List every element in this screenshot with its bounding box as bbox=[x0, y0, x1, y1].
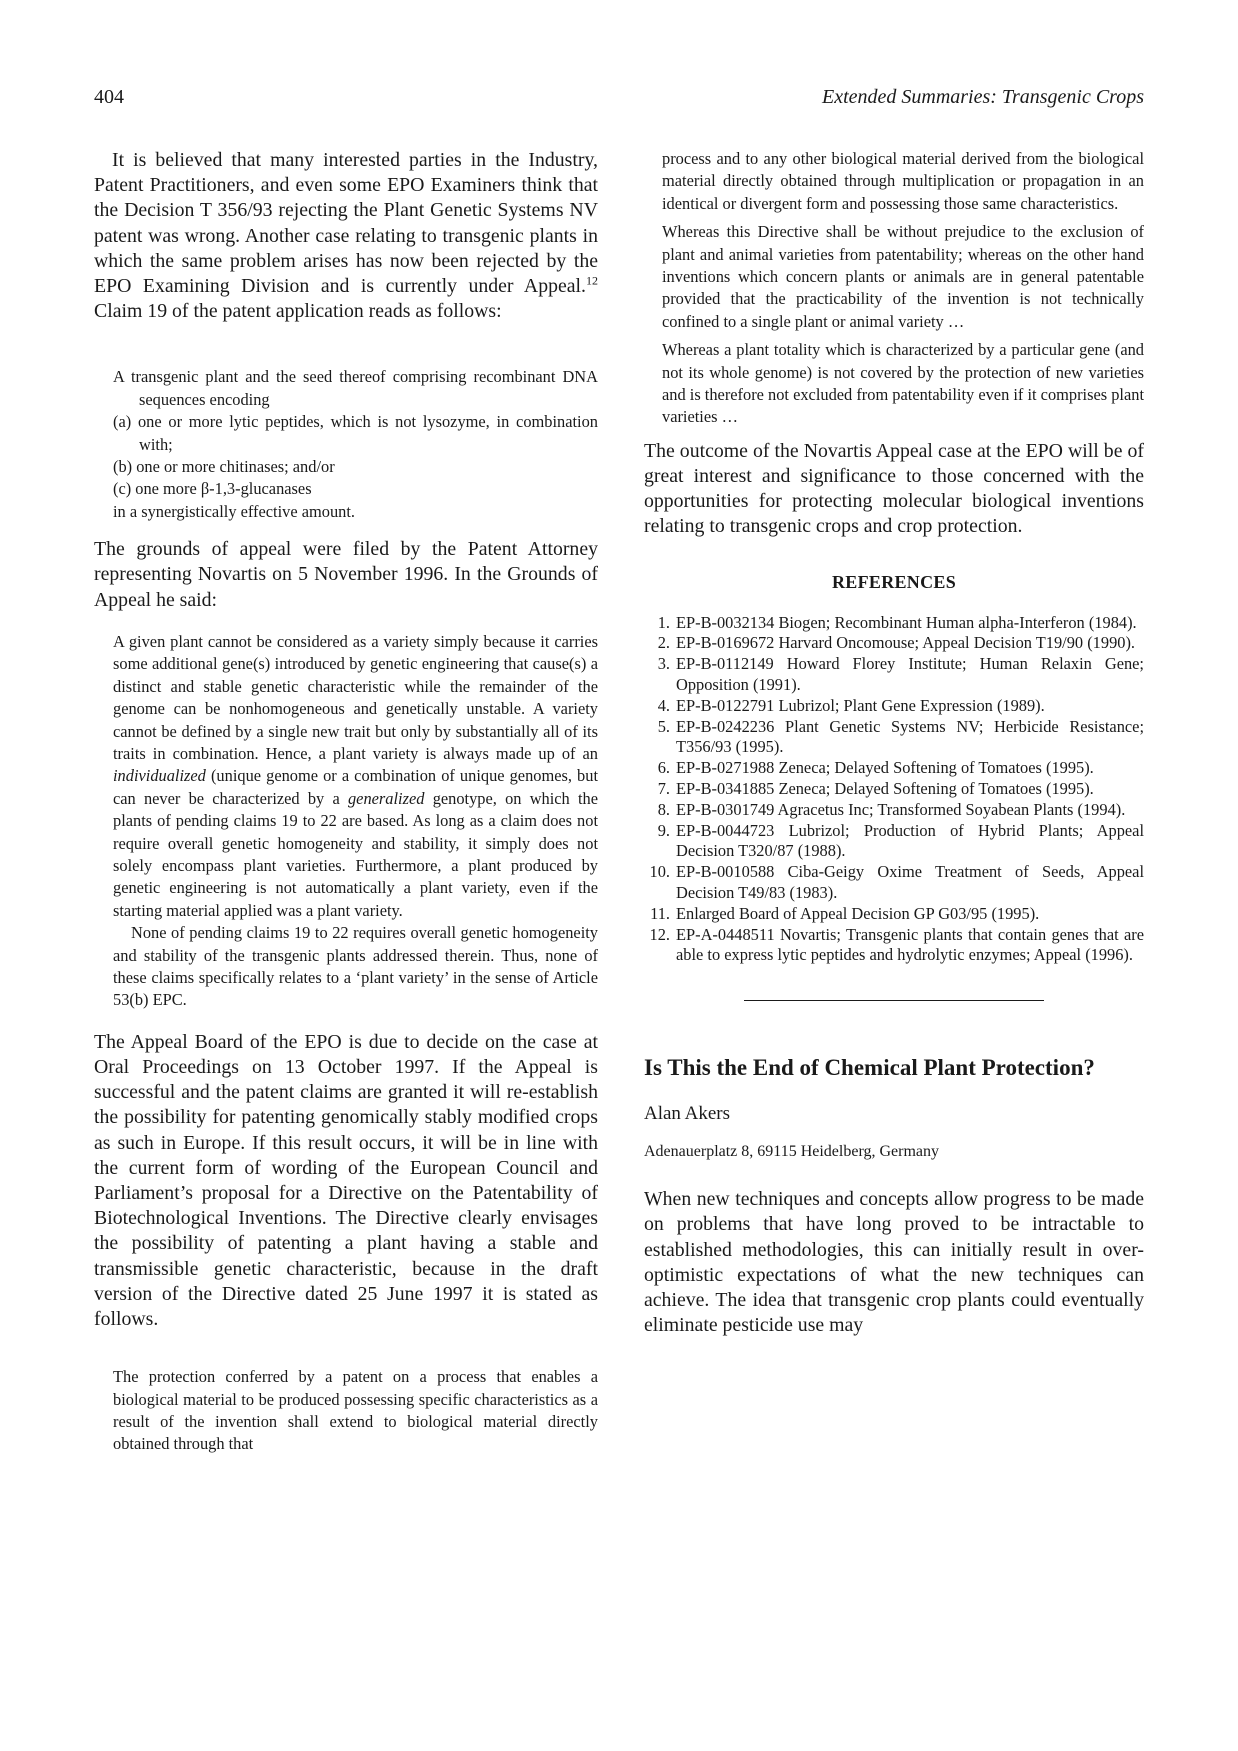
reference-item bbox=[644, 717, 1144, 759]
reference-item bbox=[644, 613, 1144, 634]
article-title: Is This the End of Chemical Plant Protection? bbox=[644, 1055, 1095, 1081]
directive-quote-cont-text: process and to any other biological material derived from the biological material directly obtained through multiplication or propagation in an identical or divergent form and possessing those same characteristics. bbox=[662, 149, 1144, 213]
appeal-board-paragraph: The Appeal Board of the EPO is due to decide on the case at Oral Proceedings on 13 October 1997. If the Appeal is successful and the patent claims are granted it will re-establish the possibility for patenting genomically stably modified crops as such in Europe. If this result occurs, it will be in line with the current form of wording of the European Council and Parliament’s proposal for a Directive on the Patentability of Biotechnological Inventions. The Directive clearly envisages the possibility of patenting a plant having a stable and transmissible genetic characteristic, because in the draft version of the Directive dated 25 June 1997 it is stated as follows. bbox=[94, 1030, 598, 1331]
reference-number: 8. bbox=[657, 799, 670, 819]
reference-text: EP-B-0169672 Harvard Oncomouse; Appeal Decision T19/90 (1990). bbox=[676, 633, 1136, 653]
grounds-text-c: genotype, on which the plants of pending claims 19 to 22 are based. As long as a claim does not require overall genetic homogeneity and stability, it simply does not solely encompass plant varieties. Furthermore, a plant produced by genetic engineering is not automatically a plant variety, even if the starting material applied was a plant variety. bbox=[113, 788, 598, 920]
reference-number: 11. bbox=[650, 903, 670, 923]
directive-quote-text: The protection conferred by a patent on a process that enables a biological material to be produced possessing specific characteristics as a result of the invention shall extend to biological material directly obtained through that bbox=[113, 1367, 598, 1454]
article-author: Alan Akers bbox=[644, 1103, 731, 1125]
reference-number: 12. bbox=[649, 924, 670, 944]
reference-item bbox=[644, 800, 1144, 821]
whereas-clause-1: Whereas this Directive shall be without prejudice to the exclusion of plant and animal varieties from patentability; whereas on the other hand inventions which concern plants or animals are in general patentable provided that the practicability of the invention is not technically confined to a single plant or animal variety … bbox=[662, 222, 1144, 331]
claim-item-b: (b) one or more chitinases; and/or bbox=[113, 457, 335, 477]
right-column bbox=[644, 148, 1144, 1338]
grounds-em-individualized: individualized bbox=[113, 766, 206, 786]
article-opening-paragraph: When new techniques and concepts allow progress to be made on problems that have long proved to be intractable to established methodologies, this can initially result in over-optimistic expectations of what the new techniques can achieve. The idea that transgenic crop plants could eventually eliminate pesticide use may bbox=[644, 1188, 1144, 1337]
reference-item bbox=[644, 654, 1144, 696]
reference-number: 7. bbox=[657, 779, 670, 799]
reference-text: EP-B-0301749 Agracetus Inc; Transformed Soyabean Plants (1994). bbox=[676, 799, 1126, 819]
outcome-paragraph: The outcome of the Novartis Appeal case at the EPO will be of great interest and significance to those concerned with the opportunities for protecting molecular biological inventions relating to transgenic crops and crop protection. bbox=[644, 439, 1144, 538]
reference-item bbox=[644, 696, 1144, 717]
reference-item bbox=[644, 779, 1144, 800]
author-affiliation: Adenauerplatz 8, 69115 Heidelberg, Germany bbox=[644, 1143, 940, 1161]
references-heading: REFERENCES bbox=[831, 571, 957, 592]
page-header bbox=[94, 86, 1144, 116]
reference-text: EP-B-0044723 Lubrizol; Production of Hybrid Plants; Appeal Decision T320/87 (1988). bbox=[676, 820, 1144, 861]
left-column bbox=[94, 148, 598, 1456]
reference-number: 3. bbox=[657, 654, 670, 674]
grounds-para-1 bbox=[113, 631, 598, 922]
reference-text: EP-B-0271988 Zeneca; Delayed Softening of Tomatoes (1995). bbox=[676, 758, 1094, 778]
section-divider bbox=[744, 1000, 1044, 1001]
grounds-text-a: A given plant cannot be considered as a variety simply because it carries some additional gene(s) introduced by genetic engineering that cause(s) a distinct and stable genetic characteristic while the remainder of the genome can be nonhomogeneous and genetically unstable. A variety cannot be defined by a single new trait but only by substantially all of its traits in combination. Hence, a plant variety is always made up of an bbox=[113, 631, 598, 763]
reference-text: EP-B-0122791 Lubrizol; Plant Gene Expression (1989). bbox=[676, 695, 1045, 715]
reference-text: EP-B-0112149 Howard Florey Institute; Human Relaxin Gene; Opposition (1991). bbox=[676, 654, 1144, 695]
reference-number: 2. bbox=[657, 633, 670, 653]
reference-number: 1. bbox=[657, 612, 670, 632]
reference-text: EP-B-0032134 Biogen; Recombinant Human alpha-Interferon (1984). bbox=[676, 612, 1137, 632]
grounds-intro-paragraph: The grounds of appeal were filed by the Patent Attorney representing Novartis on 5 November 1996. In the Grounds of Appeal he said: bbox=[94, 538, 598, 611]
grounds-text-b: (unique genome or a combination of unique genomes, but can never be characterized by a bbox=[113, 766, 598, 808]
reference-number: 4. bbox=[657, 695, 670, 715]
reference-item bbox=[644, 821, 1144, 863]
page-number: 404 bbox=[94, 86, 124, 108]
references-list bbox=[644, 613, 1144, 967]
reference-number: 6. bbox=[657, 758, 670, 778]
footnote-ref-12: 12 bbox=[586, 273, 598, 288]
reference-text: EP-A-0448511 Novartis; Transgenic plants that contain genes that are able to express lytic peptides and hydrolytic enzymes; Appeal (1996). bbox=[676, 924, 1144, 965]
claim-intro: A transgenic plant and the seed thereof comprising recombinant DNA sequences encoding bbox=[113, 367, 598, 409]
directive-quote bbox=[113, 1366, 598, 1456]
reference-item bbox=[644, 862, 1144, 904]
grounds-of-appeal-quote bbox=[113, 631, 598, 1012]
claim-item-c: (c) one more β-1,3-glucanases bbox=[113, 479, 312, 499]
reference-item bbox=[644, 633, 1144, 654]
reference-number: 9. bbox=[657, 820, 670, 840]
grounds-para-2: None of pending claims 19 to 22 requires overall genetic homogeneity and stability of the transgenic plants addressed therein. Thus, none of these claims specifically relates to a ‘plant variety’ in the sense of Article 53(b) EPC. bbox=[113, 923, 598, 1010]
reference-number: 10. bbox=[649, 862, 670, 882]
intro-text: It is believed that many interested parties in the Industry, Patent Practitioners, and even some EPO Examiners think that the Decision T 356/93 rejecting the Plant Genetic Systems NV patent was wrong. Another case relating to transgenic plants in which the same problem arises has now been rejected by the EPO Examining Division and is currently under Appeal. bbox=[94, 149, 598, 298]
reference-text: EP-B-0341885 Zeneca; Delayed Softening of Tomatoes (1995). bbox=[676, 779, 1094, 799]
reference-item bbox=[644, 904, 1144, 925]
claim-19-quote bbox=[113, 366, 598, 523]
directive-quote-continued bbox=[662, 148, 1144, 429]
reference-text: Enlarged Board of Appeal Decision GP G03/95 (1995). bbox=[676, 903, 1040, 923]
whereas-clause-2: Whereas a plant totality which is characterized by a particular gene (and not its whole genome) is not covered by the protection of new varieties and is therefore not excluded from patentability even if it comprises plant varieties … bbox=[662, 340, 1145, 427]
grounds-em-generalized: generalized bbox=[347, 788, 425, 808]
running-title: Extended Summaries: Transgenic Crops bbox=[821, 86, 1144, 108]
reference-item bbox=[644, 758, 1144, 779]
intro-text-end: Claim 19 of the patent application reads as follows: bbox=[94, 300, 502, 323]
reference-text: EP-B-0010588 Ciba-Geigy Oxime Treatment of Seeds, Appeal Decision T49/83 (1983). bbox=[676, 862, 1144, 903]
reference-item bbox=[644, 925, 1144, 967]
reference-text: EP-B-0242236 Plant Genetic Systems NV; Herbicide Resistance; T356/93 (1995). bbox=[676, 716, 1144, 757]
claim-item-a: (a) one or more lytic peptides, which is not lysozyme, in combination with; bbox=[113, 412, 598, 454]
reference-number: 5. bbox=[657, 716, 670, 736]
claim-end: in a synergistically effective amount. bbox=[113, 501, 355, 521]
intro-paragraph bbox=[94, 148, 598, 324]
